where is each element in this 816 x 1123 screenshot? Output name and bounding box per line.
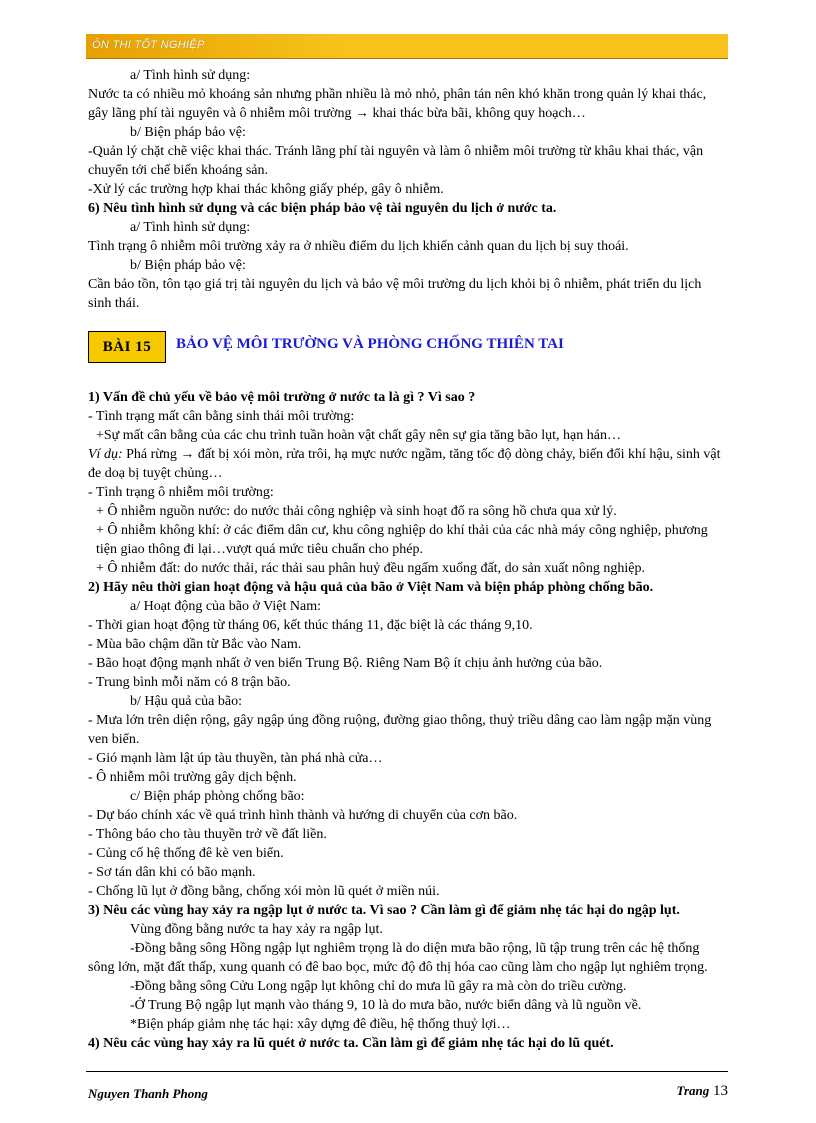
example-label: Ví dụ: xyxy=(88,447,123,462)
text-line: - Tình trạng ô nhiễm môi trường: xyxy=(88,485,274,500)
text-line: a/ Tình hình sử dụng: xyxy=(130,220,251,235)
text-line: -Ở Trung Bộ ngập lụt mạnh vào tháng 9, 10 là do mưa bão, nước biển dâng và lũ nguồn về. xyxy=(130,998,642,1013)
lesson-title: BẢO VỆ MÔI TRƯỜNG VÀ PHÒNG CHỐNG THIÊN TAI xyxy=(176,335,564,352)
text-line: - Củng cố hệ thống đê kè ven biển. xyxy=(88,846,284,861)
text-line: + Ô nhiễm nguồn nước: do nước thải công nghiệp và sinh hoạt đổ ra sông hồ chưa qua xử lý. xyxy=(96,504,617,519)
text-line: - Chống lũ lụt ở đồng bằng, chống xói mòn lũ quét ở miền núi. xyxy=(88,884,440,899)
text-line: - Mưa lớn trên diện rộng, gây ngập úng đồng ruộng, đường giao thông, thuỷ triều dâng cao làm ngập mặn vùng ven biển. xyxy=(88,713,712,747)
text-line: + Ô nhiễm đất: do nước thải, rác thải sau phân huỷ đều ngấm xuống đất, do sản xuất nông nghiệp. xyxy=(96,561,645,576)
text-line: Vùng đồng bằng nước ta hay xảy ra ngập lụt. xyxy=(130,922,383,937)
text-line: c/ Biện pháp phòng chống bão: xyxy=(130,789,305,804)
text-line: a/ Hoạt động của bão ở Việt Nam: xyxy=(130,599,321,614)
question-heading: 4) Nêu các vùng hay xảy ra lũ quét ở nước ta. Cần làm gì để giảm nhẹ tác hại do lũ quét. xyxy=(88,1036,614,1051)
header-banner xyxy=(86,34,728,59)
text-line: - Ô nhiễm môi trường gây dịch bệnh. xyxy=(88,770,297,785)
text-line: - Thông báo cho tàu thuyền trở về đất liền. xyxy=(88,827,327,842)
footer-author: Nguyen Thanh Phong xyxy=(88,1086,208,1101)
footer-divider xyxy=(86,1071,728,1072)
text-line: - Bão hoạt động mạnh nhất ở ven biển Trung Bộ. Riêng Nam Bộ ít chịu ảnh hưởng của bão. xyxy=(88,656,603,671)
lesson-label: BÀI 15 xyxy=(88,331,166,363)
text-line: -Quản lý chặt chẽ việc khai thác. Tránh lãng phí tài nguyên và làm ô nhiễm môi trường từ khâu khai thác, vận chuyển tới chế biến khoáng sản. xyxy=(88,144,704,178)
text-line: +Sự mất cân bằng của các chu trình tuần hoàn vật chất gây nên sự gia tăng bão lụt, hạn hán… xyxy=(96,428,621,443)
text-line: - Sơ tán dân khi có bão mạnh. xyxy=(88,865,256,880)
text-line: -Xử lý các trường hợp khai thác không giấy phép, gây ô nhiễm. xyxy=(88,182,444,197)
text-line: a/ Tình hình sử dụng: xyxy=(130,68,251,83)
lesson-header xyxy=(88,328,728,366)
text-line: Ví dụ: Phá rừng → đất bị xói mòn, rửa trôi, hạ mực nước ngầm, tăng tốc độ dòng chảy, biến đổi khí hậu, sinh vật đe doạ bị tuyệt chủng… xyxy=(88,447,721,481)
footer-page-number: 13 xyxy=(713,1083,728,1099)
text-line: -Đồng bằng sông Hồng ngập lụt nghiêm trọng là do diện mưa bão rộng, lũ tập trung trên các hệ thống sông lớn, mặt đất thấp, xung quanh có đê bao bọc, mức độ đô thị hóa cao cũng làm cho ngập lụt nghiêm trọng. xyxy=(88,941,708,975)
text-line: - Thời gian hoạt động từ tháng 06, kết thúc tháng 11, đặc biệt là các tháng 9,10. xyxy=(88,618,533,633)
text-line: - Gió mạnh làm lật úp tàu thuyền, tàn phá nhà cửa… xyxy=(88,751,383,766)
header-banner-text: ÔN THI TỐT NGHIỆP xyxy=(92,39,205,51)
text-line: Cần bảo tồn, tôn tạo giá trị tài nguyên du lịch và bảo vệ môi trường du lịch khỏi bị ô nhiễm, phát triển du lịch sinh thái. xyxy=(88,277,702,311)
text-line: - Tình trạng mất cân bằng sinh thái môi trường: xyxy=(88,409,355,424)
question-heading: 3) Nêu các vùng hay xảy ra ngập lụt ở nước ta. Vì sao ? Cần làm gì để giảm nhẹ tác hại do ngập lụt. xyxy=(88,903,680,918)
question-heading: 2) Hãy nêu thời gian hoạt động và hậu quả của bão ở Việt Nam và biện pháp phòng chống bão. xyxy=(88,580,654,595)
text-line: - Mùa bão chậm dần từ Bắc vào Nam. xyxy=(88,637,302,652)
question-heading: 1) Vấn đề chủ yếu về bảo vệ môi trường ở nước ta là gì ? Vì sao ? xyxy=(88,390,476,405)
text-line: *Biện pháp giảm nhẹ tác hại: xây dựng đê điều, hệ thống thuỷ lợi… xyxy=(130,1017,511,1032)
top-section xyxy=(88,66,728,313)
text-line: - Trung bình mỗi năm có 8 trận bão. xyxy=(88,675,291,690)
text-line: Nước ta có nhiều mỏ khoáng sản nhưng phần nhiều là mỏ nhỏ, phân tán nên khó khăn trong quản lý khai thác, gây lãng phí tài nguyên và ô nhiễm môi trường → khai thác bừa bãi, không quy hoạch… xyxy=(88,87,707,121)
text-line: b/ Hậu quả của bão: xyxy=(130,694,242,709)
text-line: + Ô nhiễm không khí: ở các điểm dân cư, khu công nghiệp do khí thải của các nhà máy công nghiệp, phương tiện giao thông đi lại…vượt quá mức tiêu chuẩn cho phép. xyxy=(96,523,708,557)
text-line: Tình trạng ô nhiễm môi trường xảy ra ở nhiều điểm du lịch khiến cảnh quan du lịch bị suy thoái. xyxy=(88,239,629,254)
page-content xyxy=(88,66,728,1053)
footer-page xyxy=(677,1083,729,1100)
text-line: - Dự báo chính xác về quá trình hình thành và hướng di chuyển của cơn bão. xyxy=(88,808,518,823)
footer-page-label: Trang xyxy=(676,1083,710,1098)
text-line: -Đồng bằng sông Cửu Long ngập lụt không chỉ do mưa lũ gây ra mà còn do triều cường. xyxy=(130,979,627,994)
question-heading: 6) Nêu tình hình sử dụng và các biện pháp bảo vệ tài nguyên du lịch ở nước ta. xyxy=(88,201,557,216)
text-line: b/ Biện pháp bảo vệ: xyxy=(130,125,246,140)
text-line: b/ Biện pháp bảo vệ: xyxy=(130,258,246,273)
body-section xyxy=(88,388,728,1053)
